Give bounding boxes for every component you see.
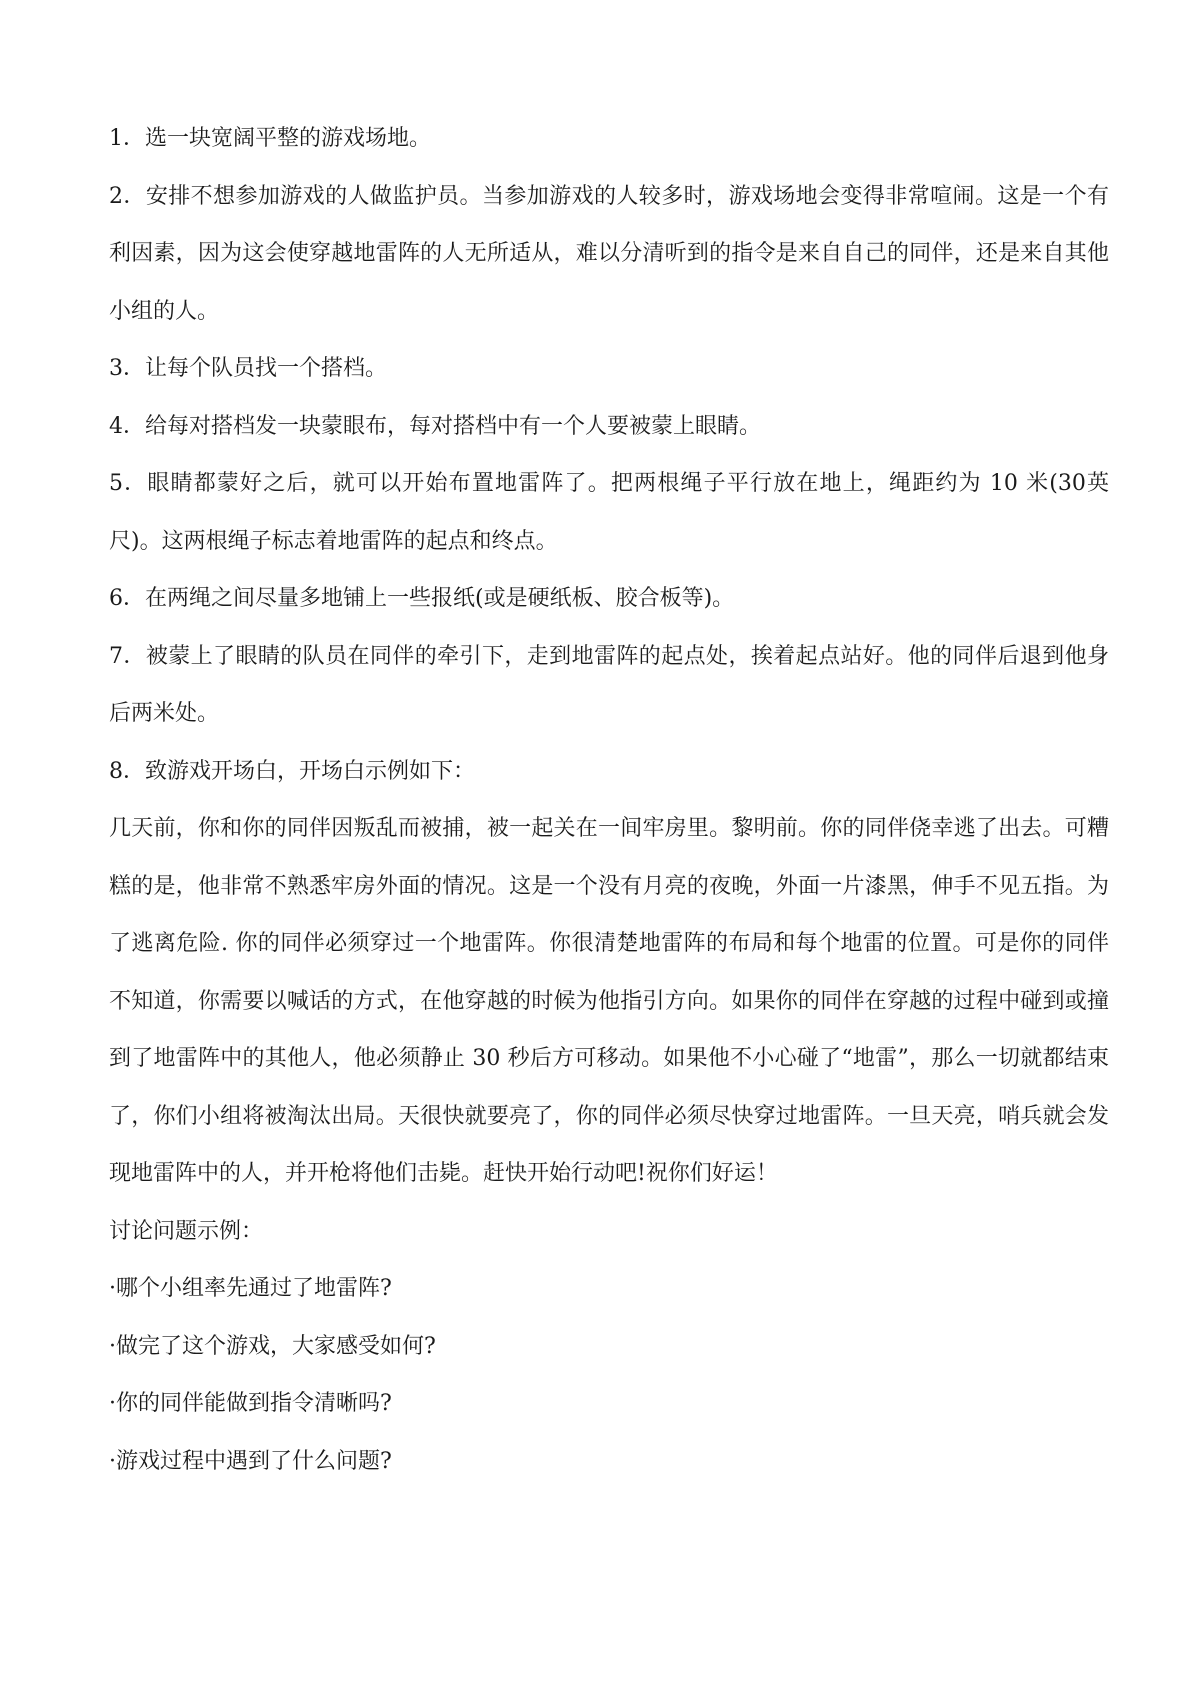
document-body (109, 110, 1109, 1490)
paragraph-step-2: 2．安排不想参加游戏的人做监护员。当参加游戏的人较多时，游戏场地会变得非常喧闹。这是一个有利因素，因为这会使穿越地雷阵的人无所适从，难以分清听到的指令是来自自己的同伴，还是来自其他小组的人。 (109, 183, 1109, 324)
paragraph-opening-speech: 几天前，你和你的同伴因叛乱而被捕，被一起关在一间牢房里。黎明前。你的同伴侥幸逃了出去。可糟糕的是，他非常不熟悉牢房外面的情况。这是一个没有月亮的夜晚，外面一片漆黑，伸手不见五指。为了逃离危险. 你的同伴必须穿过一个地雷阵。你很清楚地雷阵的布局和每个地雷的位置。可是你的同伴不知道，你需要以喊话的方式，在他穿越的时候为他指引方向。如果你的同伴在穿越的过程中碰到或撞到了地雷阵中的其他人，他必须静止 30 秒后方可移动。如果他不小心碰了“地雷”，那么一切就都结束了，你们小组将被淘汰出局。天很快就要亮了，你的同伴必须尽快穿过地雷阵。一旦天亮，哨兵就会发现地雷阵中的人，并开枪将他们击毙。赶快开始行动吧!祝你们好运！ (109, 816, 1109, 1186)
paragraph-step-7: 7．被蒙上了眼睛的队员在同伴的牵引下，走到地雷阵的起点处，挨着起点站好。他的同伴后退到他身后两米处。 (109, 643, 1109, 726)
discussion-question: ·游戏过程中遇到了什么问题? (109, 1448, 392, 1474)
discussion-question: ·你的同伴能做到指令清晰吗? (109, 1391, 392, 1416)
paragraph-step-1: 1．选一块宽阔平整的游戏场地。 (109, 126, 431, 151)
paragraph-step-3: 3．让每个队员找一个搭档。 (109, 356, 387, 381)
paragraph-discussion-heading: 讨论问题示例： (109, 1218, 264, 1244)
paragraph-step-8: 8．致游戏开场白，开场白示例如下： (109, 758, 475, 784)
discussion-question: ·做完了这个游戏，大家感受如何? (109, 1333, 436, 1359)
discussion-question: ·哪个小组率先通过了地雷阵? (109, 1276, 392, 1301)
paragraph-step-6: 6．在两绳之间尽量多地铺上一些报纸(或是硬纸板、胶合板等)。 (109, 586, 735, 611)
paragraph-step-5: 5．眼睛都蒙好之后，就可以开始布置地雷阵了。把两根绳子平行放在地上，绳距约为 10 米(30英尺)。这两根绳子标志着地雷阵的起点和终点。 (109, 471, 1109, 554)
paragraph-step-4: 4．给每对搭档发一块蒙眼布，每对搭档中有一个人要被蒙上眼睛。 (109, 413, 761, 439)
